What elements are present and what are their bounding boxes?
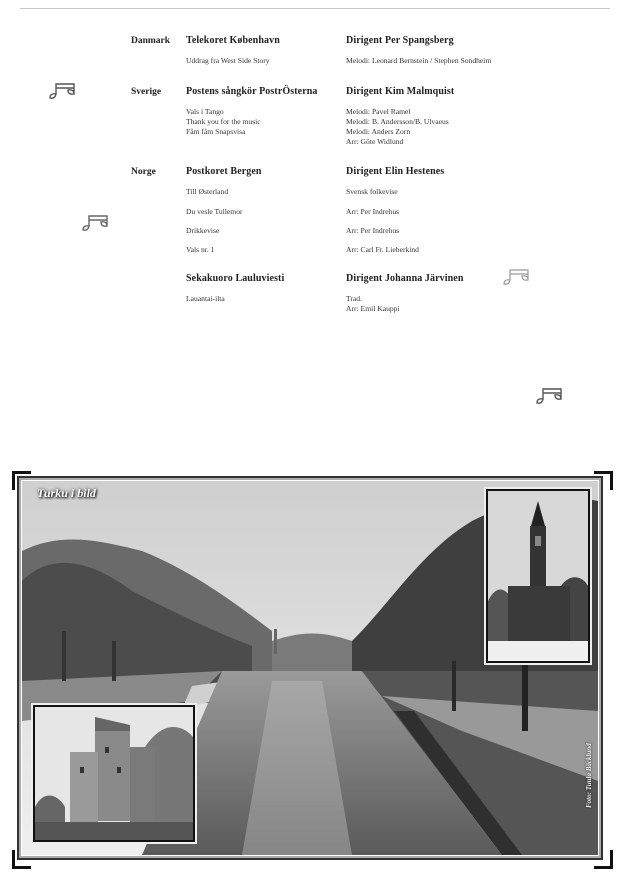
music-note-icon — [500, 268, 532, 288]
song-title: Uddrag fra West Side Story — [186, 56, 270, 65]
choir-name: Sekakuoro Lauluviesti — [186, 273, 285, 284]
castle-photo — [33, 705, 195, 842]
frame-corner — [594, 471, 613, 490]
director-name: Dirigent Per Spangsberg — [346, 35, 454, 46]
country-label: Norge — [131, 167, 156, 177]
country-label: Sverige — [131, 87, 162, 97]
song-title: Lauantai-ilta — [186, 294, 225, 303]
frame-corner — [12, 471, 31, 490]
choir-name: Telekoret København — [186, 35, 280, 46]
song-title: Vals nr. 1 — [186, 245, 215, 254]
choir-name: Postens sångkör PostrÖsterna — [186, 86, 318, 97]
song-credit: Arr: Per Indrehus — [346, 226, 400, 235]
song-credit: Arr: Per Indrehus — [346, 207, 400, 216]
song-title: Till Østerland — [186, 187, 229, 196]
song-credit: Arr: Göte Widlund — [346, 137, 404, 146]
song-title: Du vesle Tullemor — [186, 207, 243, 216]
frame-corner — [12, 850, 31, 869]
music-note-icon — [533, 387, 565, 407]
song-credit: Trad. — [346, 294, 362, 303]
director-name: Dirigent Elin Hestenes — [346, 166, 445, 177]
music-note-icon — [79, 214, 111, 234]
photo-credit: Foto: Tuula Bäcklund — [585, 743, 593, 808]
song-credit: Arr: Carl Fr. Lieberkind — [346, 245, 419, 254]
song-title: Fåm fåm Snapsvisa — [186, 127, 246, 136]
song-title: Vals i Tango — [186, 107, 224, 116]
frame-corner — [594, 850, 613, 869]
director-name: Dirigent Kim Malmquist — [346, 86, 455, 97]
country-label: Danmark — [131, 36, 171, 46]
choir-name: Postkoret Bergen — [186, 166, 262, 177]
song-credit: Melodi: B. Andersson/B. Ulvaeus — [346, 117, 449, 126]
photo-title: Turku i bild — [37, 486, 96, 500]
song-credit: Melodi: Pavel Ramel — [346, 107, 411, 116]
top-rule — [20, 8, 610, 9]
song-title: Drikkevise — [186, 226, 220, 235]
song-credit: Melodi: Leonard Bernstein / Stephen Sondheim — [346, 56, 492, 65]
song-credit: Melodi: Anders Zorn — [346, 127, 411, 136]
cathedral-photo — [486, 489, 590, 663]
music-note-icon — [46, 82, 78, 102]
song-title: Thank you for the music — [186, 117, 261, 126]
director-name: Dirigent Johanna Järvinen — [346, 273, 464, 284]
song-credit: Svensk folkevise — [346, 187, 398, 196]
song-credit: Arr: Emil Kauppi — [346, 304, 400, 313]
